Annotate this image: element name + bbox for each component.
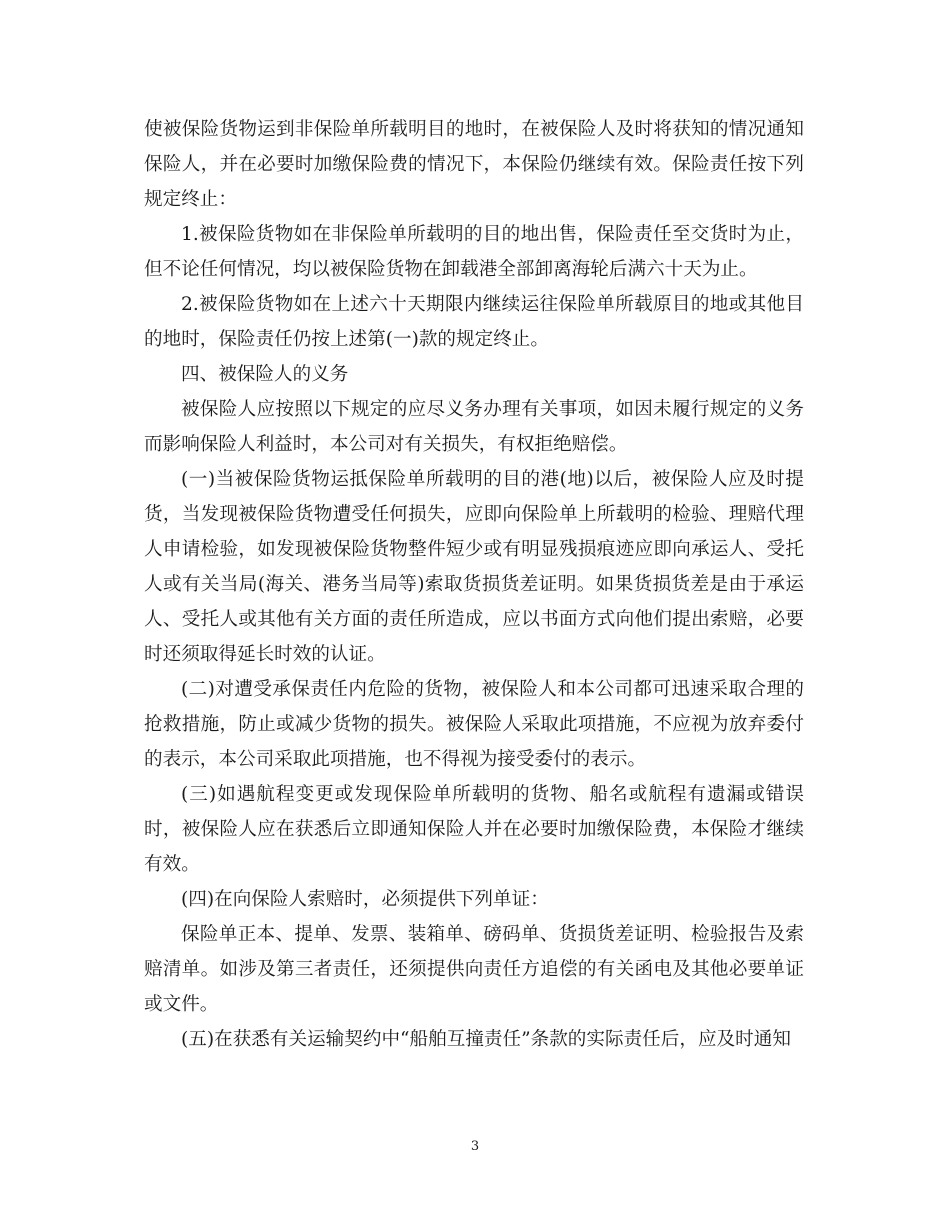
paragraph-item-3: (三)如遇航程变更或发现保险单所载明的货物、船名或航程有遗漏或错误时，被保险人应在获悉后立即通知保险人并在必要时加缴保险费，本保险才继续有效。 xyxy=(144,784,804,875)
section-heading-obligations: 四、被保险人的义务 xyxy=(181,364,349,385)
paragraph-obligations-intro: 被保险人应按照以下规定的应尽义务办理有关事项，如因未履行规定的义务而影响保险人利益时，本公司对有关损失，有权拒绝赔偿。 xyxy=(144,399,804,455)
paragraph-clause-2: 2.被保险货物如在上述六十天期限内继续运往保险单所载原目的地或其他目的地时，保险责任仍按上述第(一)款的规定终止。 xyxy=(144,294,804,350)
document-body xyxy=(144,112,804,1057)
paragraph-continuation: 使被保险货物运到非保险单所载明目的地时，在被保险人及时将获知的情况通知保险人，并在必要时加缴保险费的情况下，本保险仍继续有效。保险责任按下列规定终止： xyxy=(144,119,804,210)
page-number: 3 xyxy=(470,1139,480,1154)
paragraph-documents-list: 保险单正本、提单、发票、装箱单、磅码单、货损货差证明、检验报告及索赔清单。如涉及第三者责任，还须提供向责任方追偿的有关函电及其他必要单证或文件。 xyxy=(144,924,804,1015)
paragraph-item-5: (五)在获悉有关运输契约中“船舶互撞责任”条款的实际责任后，应及时通知 xyxy=(181,1029,791,1050)
paragraph-clause-1: 1.被保险货物如在非保险单所载明的目的地出售，保险责任至交货时为止，但不论任何情况，均以被保险货物在卸载港全部卸离海轮后满六十天为止。 xyxy=(144,224,804,280)
paragraph-item-4: (四)在向保险人索赔时，必须提供下列单证： xyxy=(181,889,549,910)
paragraph-item-2: (二)对遭受承保责任内危险的货物，被保险人和本公司都可迅速采取合理的抢救措施，防止或减少货物的损失。被保险人采取此项措施，不应视为放弃委付的表示，本公司采取此项措施，也不得视为接受委付的表示。 xyxy=(144,679,804,770)
paragraph-item-1: (一)当被保险货物运抵保险单所载明的目的港(地)以后，被保险人应及时提货，当发现被保险货物遭受任何损失，应即向保险单上所载明的检验、理赔代理人申请检验，如发现被保险货物整件短少或有明显残损痕迹应即向承运人、受托人或有关当局(海关、港务当局等)索取货损货差证明。如果货损货差是由于承运人、受托人或其他有关方面的责任所造成，应以书面方式向他们提出索赔，必要时还须取得延长时效的认证。 xyxy=(144,469,804,665)
